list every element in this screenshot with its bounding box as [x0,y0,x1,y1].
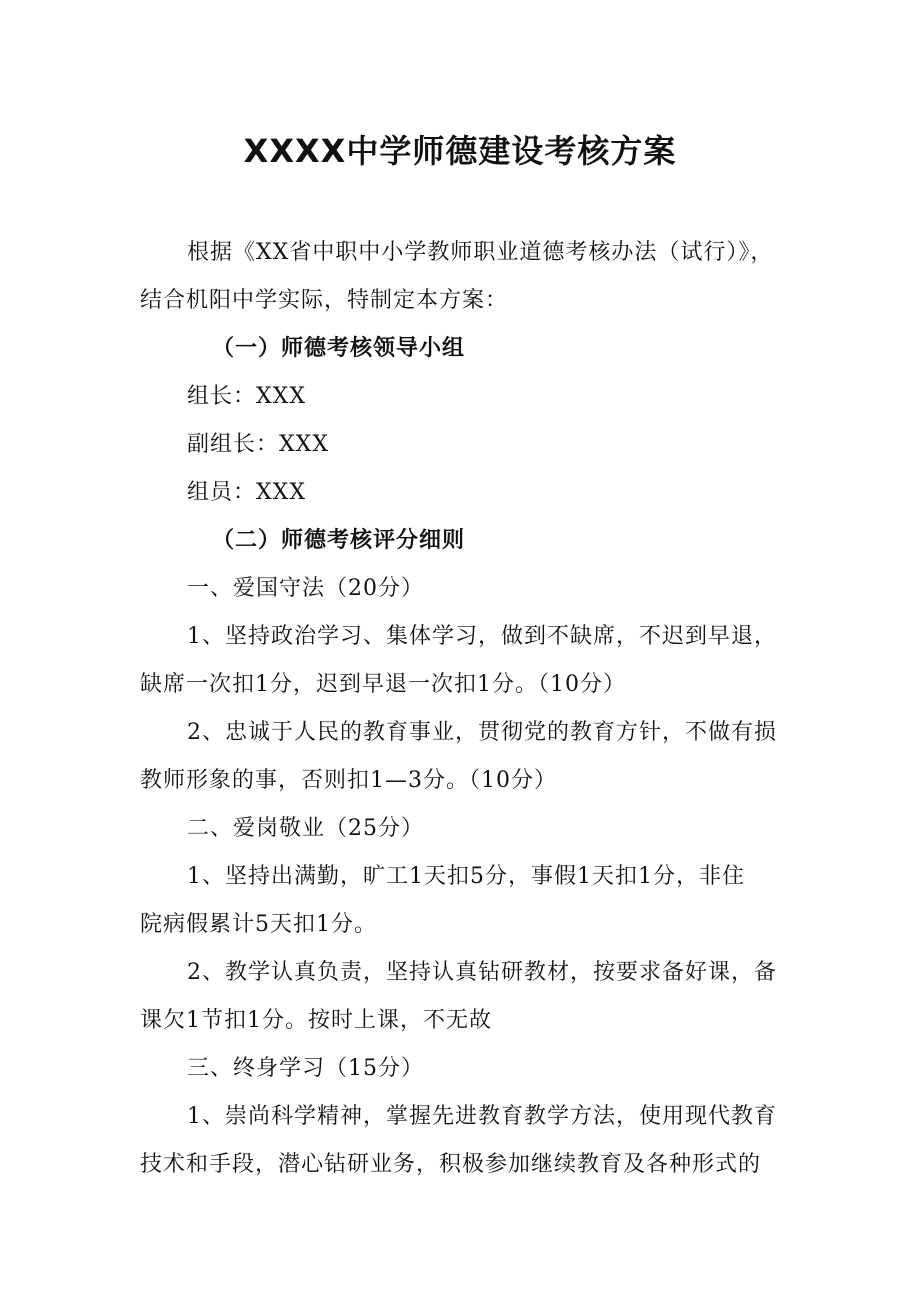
part-2-item-2-line-2: 课欠1节扣1分。按时上课，不无故 [140,1008,492,1033]
part-2-title: 二、爱岗敬业（25分） [187,816,424,841]
part-3-title: 三、终身学习（15分） [187,1056,424,1081]
part-3-item-1-line-2: 技术和手段，潜心钻研业务，积极参加继续教育及各种形式的 [140,1152,762,1177]
part-1-title: 一、爱国守法（20分） [187,576,424,601]
part-2-item-2-line-1: 2、教学认真负责，坚持认真钻研教材，按要求备好课，备 [187,960,777,985]
document-title: XXXX中学师德建设考核方案 [243,132,677,170]
intro-line-1: 根据《XX省中职中小学教师职业道德考核办法（试行）》， [187,240,774,265]
section-2-heading: （二）师德考核评分细则 [212,528,466,553]
part-3-item-1-line-1: 1、崇尚科学精神，掌握先进教育教学方法，使用现代教育 [187,1104,777,1129]
deputy-leader-line: 副组长：XXX [187,432,329,457]
part-2-item-1-line-1: 1、坚持出满勤，旷工1天扣5分，事假1天扣1分，非住 [187,864,745,889]
members-line: 组员：XXX [187,480,306,505]
leader-line: 组长：XXX [187,384,306,409]
part-1-item-2-line-2: 教师形象的事，否则扣1—3分。（10分） [140,768,557,793]
part-1-item-2-line-1: 2、忠诚于人民的教育事业，贯彻党的教育方针，不做有损 [187,720,777,745]
part-1-item-1-line-1: 1、坚持政治学习、集体学习，做到不缺席，不迟到早退， [187,624,777,649]
intro-line-2: 结合机阳中学实际，特制定本方案： [140,288,509,313]
part-2-item-1-line-2: 院病假累计5天扣1分。 [140,912,377,937]
section-1-heading: （一）师德考核领导小组 [212,336,466,361]
part-1-item-1-line-2: 缺席一次扣1分，迟到早退一次扣1分。（10分） [140,672,626,697]
